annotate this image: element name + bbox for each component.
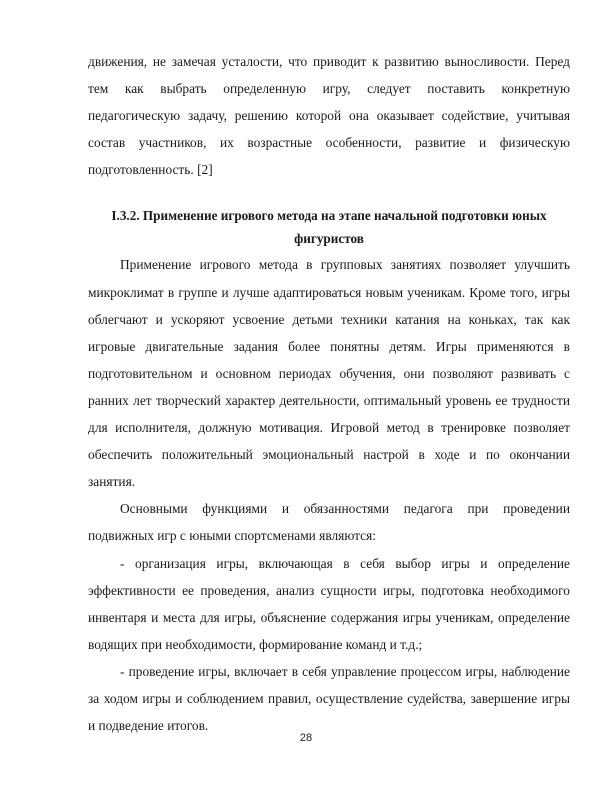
- paragraph-teacher-duties: Основными функциями и обязанностями педагога при проведении подвижных игр с юными спортсменами являются:: [88, 501, 570, 544]
- paragraph-continuation: движения, не замечая усталости, что приводит к развитию выносливости. Перед тем как выбрать определенную игру, следует поставить конкретную педагогическую задачу, решению которой она оказывает содействие, учитывая состав участников, их возрастные особенности, развитие и физическую подготовленность. [2]: [88, 54, 570, 178]
- list-item-conducting: - проведение игры, включает в себя управление процессом игры, наблюдение за ходом игры и соблюдением правил, осуществление судейства, завершение игры и подведение итогов.: [88, 663, 570, 734]
- page-number: 28: [299, 732, 313, 744]
- section-heading: I.3.2. Применение игрового метода на этапе начальной подготовки юных фигуристов: [111, 208, 547, 246]
- list-item-organization: - организация игры, включающая в себя выбор игры и определение эффективности ее проведения, анализ сущности игры, подготовка необходимого инвентаря и места для игры, объяснение содержания игры ученикам, определение водящих при необходимости, формирование команд и т.д.;: [88, 555, 570, 652]
- document-page: [88, 48, 570, 739]
- paragraph-game-method: Применение игрового метода в групповых занятиях позволяет улучшить микроклимат в группе и лучше адаптироваться новым ученикам. Кроме того, игры облегчают и ускоряют усвоение детьми техники катания на коньках, так как игровые двигательные задания более понятны детям. Игры применяются в подготовительном и основном периодах обучения, они позволяют развивать с ранних лет творческий характер деятельности, оптимальный уровень ее трудности для исполнителя, должную мотивация. Игровой метод в тренировке позволяет обеспечить положительный эмоциональный настрой в ходе и по окончании занятия.: [88, 257, 570, 490]
